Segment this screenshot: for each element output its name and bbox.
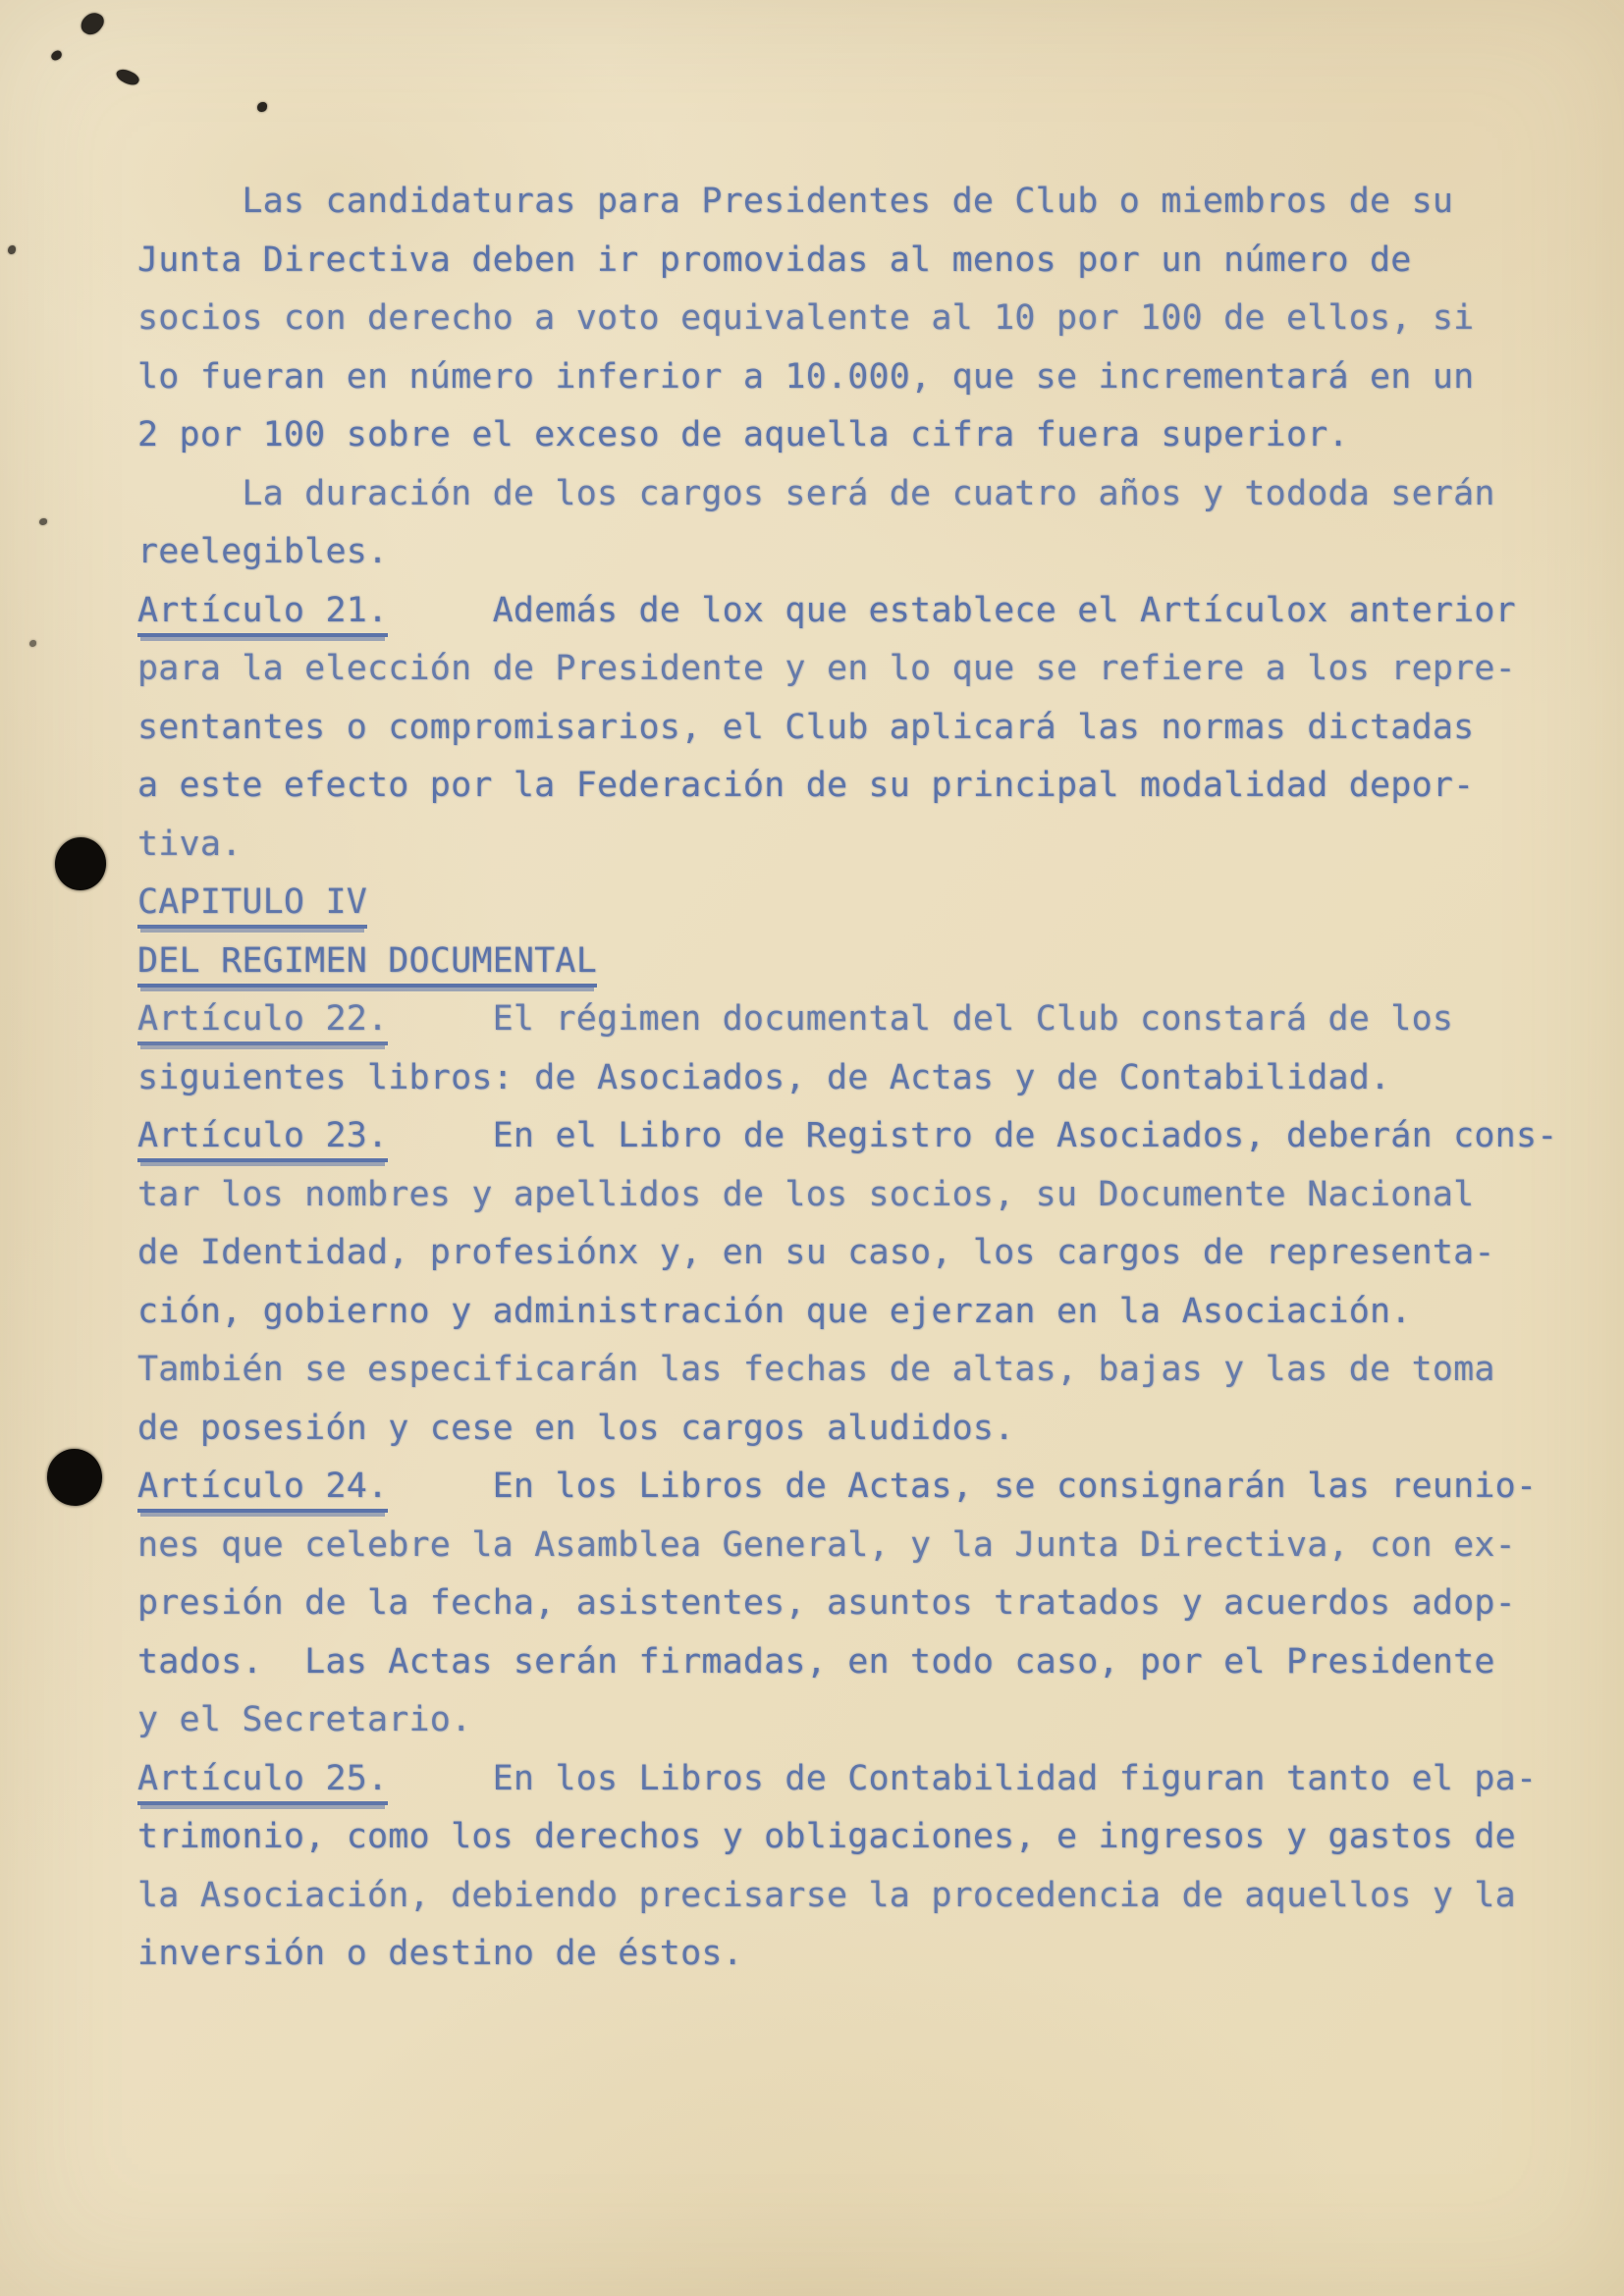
line-text: Junta Directiva deben ir promovidas al menos por un número de — [137, 240, 1412, 280]
line-text: inversión o destino de éstos. — [137, 1934, 743, 1973]
line-text: En los Libros de Actas, se consignarán las reunio- — [388, 1467, 1538, 1506]
document-line — [137, 173, 1558, 232]
line-text: tar los nombres y apellidos de los socios, su Documente Nacional — [137, 1174, 1475, 1214]
document-line — [137, 523, 1558, 582]
underlined-heading: DEL REGIMEN DOCUMENTAL — [137, 941, 597, 988]
line-text: 2 por 100 sobre el exceso de aquella cifra fuera superior. — [137, 415, 1349, 454]
document-line — [137, 1750, 1558, 1809]
underlined-heading: Artículo 21. — [137, 591, 388, 637]
line-text: En el Libro de Registro de Asociados, deberán cons- — [388, 1116, 1558, 1155]
document-line — [137, 1633, 1558, 1692]
underlined-heading: Artículo 25. — [137, 1759, 388, 1805]
line-text: para la elección de Presidente y en lo que se refiere a los repre- — [137, 649, 1516, 688]
hole-punch-mark — [44, 1446, 105, 1509]
line-text: ción, gobierno y administración que ejerzan en la Asociación. — [137, 1291, 1412, 1331]
ink-speck — [29, 640, 36, 647]
ink-speck — [78, 8, 107, 38]
line-text: de Identidad, profesiónx y, en su caso, los cargos de representa- — [137, 1233, 1495, 1272]
line-text: La duración de los cargos será de cuatro años y tododa serán — [137, 473, 1495, 513]
line-text: la Asociación, debiendo precisarse la procedencia de aquellos y la — [137, 1875, 1516, 1915]
document-line — [137, 465, 1558, 524]
document-line — [137, 1925, 1558, 1984]
document-text — [137, 173, 1558, 1984]
line-text: siguientes libros: de Asociados, de Actas y de Contabilidad. — [137, 1057, 1391, 1097]
line-text: El régimen documental del Club constará de los — [388, 999, 1454, 1039]
document-line — [137, 1049, 1558, 1108]
line-text: sentantes o compromisarios, el Club aplicará las normas dictadas — [137, 707, 1475, 747]
document-line — [137, 1166, 1558, 1225]
document-line — [137, 1458, 1558, 1517]
line-text: lo fueran en número inferior a 10.000, que se incrementará en un — [137, 356, 1475, 397]
underlined-heading: CAPITULO IV — [137, 882, 367, 929]
ink-speck — [50, 49, 63, 61]
document-line — [137, 1107, 1558, 1166]
document-line — [137, 757, 1558, 816]
document-line — [137, 640, 1558, 699]
document-line — [137, 1400, 1558, 1459]
line-text: y el Secretario. — [137, 1700, 472, 1739]
underlined-heading: Artículo 22. — [137, 999, 388, 1045]
line-text: tiva. — [137, 824, 243, 864]
line-text: presión de la fecha, asistentes, asuntos tratados y acuerdos adop- — [137, 1583, 1516, 1623]
hole-punch-mark — [51, 834, 109, 894]
document-line — [137, 1224, 1558, 1283]
underlined-heading: Artículo 23. — [137, 1116, 388, 1162]
line-text: Además de lox que establece el Artículox anterior — [388, 590, 1516, 630]
line-text: de posesión y cese en los cargos aludidos. — [137, 1408, 1015, 1448]
document-line — [137, 1808, 1558, 1867]
line-text: Las candidaturas para Presidentes de Club o miembros de su — [137, 182, 1454, 221]
line-text: socios con derecho a voto equivalente al 10 por 100 de ellos, si — [137, 298, 1475, 338]
document-line — [137, 933, 1558, 991]
document-line — [137, 1691, 1558, 1750]
ink-speck — [39, 518, 47, 525]
document-line — [137, 699, 1558, 758]
document-line — [137, 232, 1558, 291]
ink-speck — [257, 102, 267, 112]
document-line — [137, 1283, 1558, 1342]
underlined-heading: Artículo 24. — [137, 1467, 388, 1513]
line-text: a este efecto por la Federación de su principal modalidad depor- — [137, 766, 1475, 805]
line-text: tados. Las Actas serán firmadas, en todo caso, por el Presidente — [137, 1641, 1495, 1682]
document-line — [137, 1341, 1558, 1400]
document-line — [137, 874, 1558, 933]
document-line — [137, 348, 1558, 407]
line-text: También se especificarán las fechas de altas, bajas y las de toma — [137, 1350, 1495, 1389]
document-line — [137, 1867, 1558, 1926]
document-line — [137, 290, 1558, 348]
document-line — [137, 582, 1558, 641]
line-text: En los Libros de Contabilidad figuran tanto el pa- — [388, 1758, 1538, 1798]
line-text: reelegibles. — [137, 532, 389, 571]
ink-speck — [8, 245, 16, 254]
document-line — [137, 816, 1558, 875]
ink-speck — [114, 66, 140, 88]
document-line — [137, 406, 1558, 465]
document-line — [137, 1575, 1558, 1633]
line-text: nes que celebre la Asamblea General, y la Junta Directiva, con ex- — [137, 1524, 1516, 1565]
document-line — [137, 990, 1558, 1049]
document-line — [137, 1517, 1558, 1575]
line-text: trimonio, como los derechos y obligaciones, e ingresos y gastos de — [137, 1817, 1516, 1856]
